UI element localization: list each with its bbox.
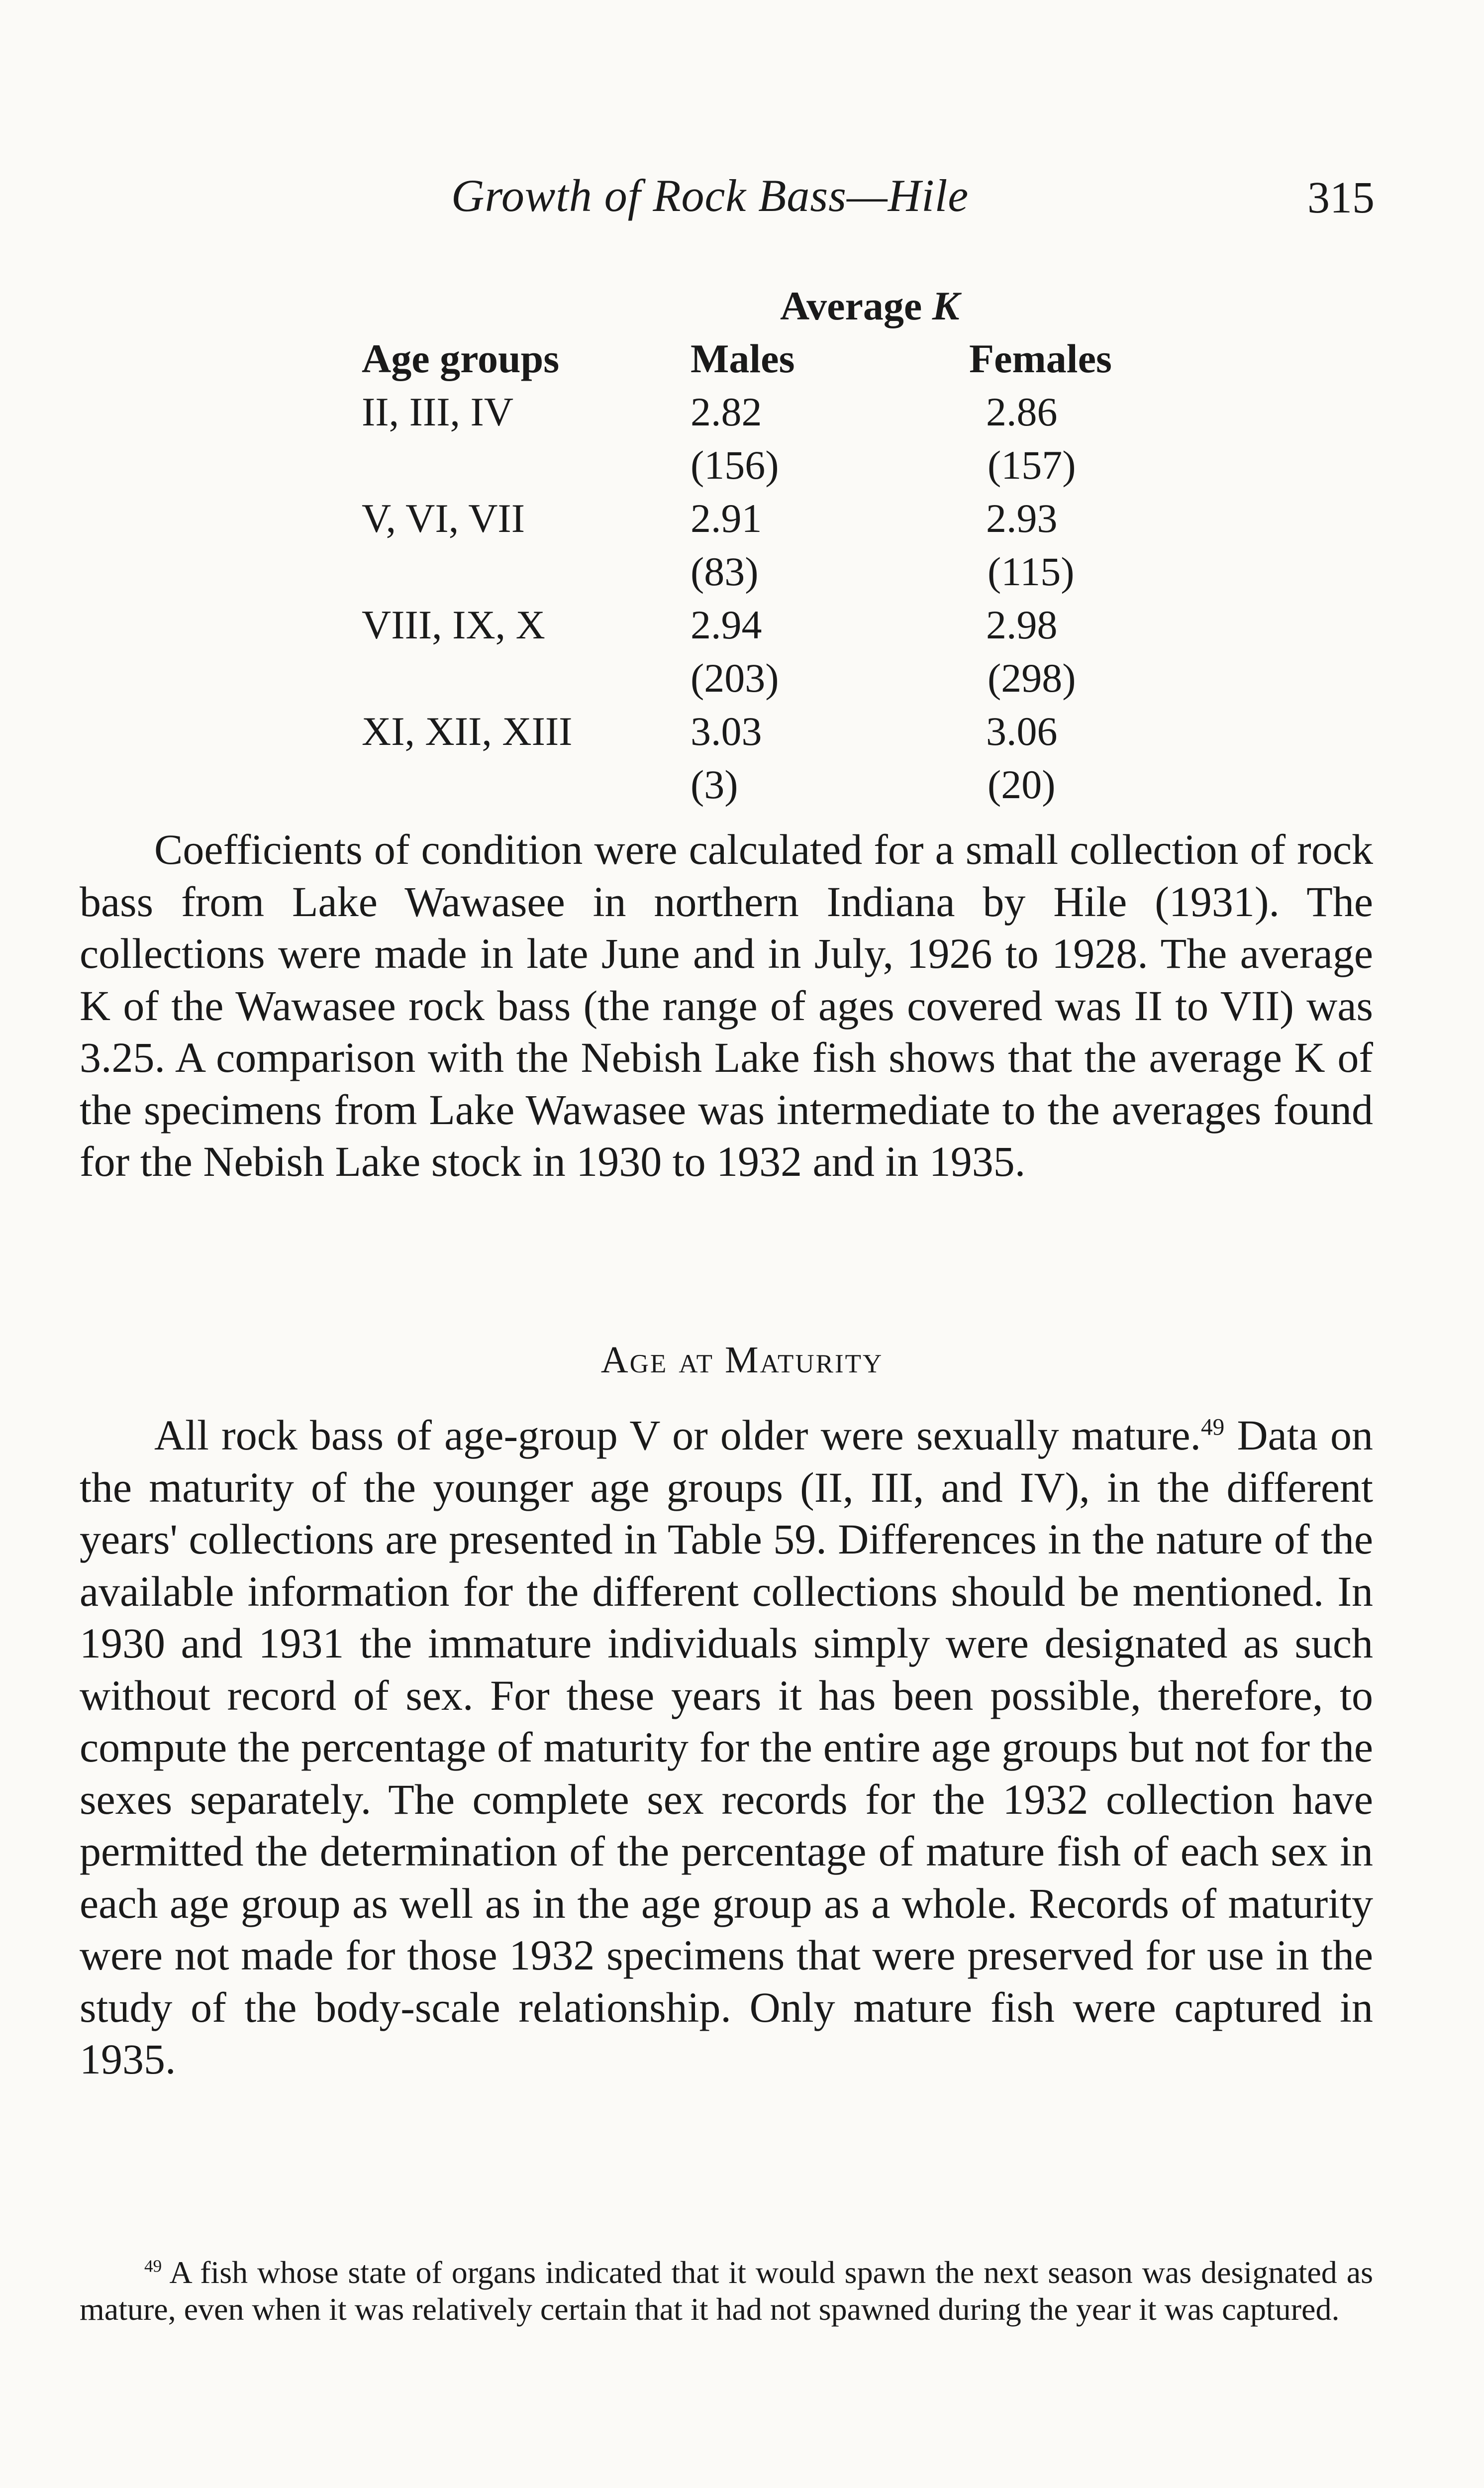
males-count-cell: (3) <box>691 762 738 807</box>
spanner-variable: K <box>932 283 960 328</box>
males-count-cell: (83) <box>691 549 759 594</box>
age-group-cell: II, III, IV <box>362 389 514 434</box>
females-count-cell: (115) <box>988 549 1075 594</box>
females-count-cell: (20) <box>988 762 1056 807</box>
males-count-cell: (156) <box>691 442 779 488</box>
paragraph-maturity-part1: All rock bass of age-group V or older were sexually mature. <box>154 1411 1201 1459</box>
page-number: 315 <box>1307 173 1375 222</box>
females-cell: 3.06 <box>986 709 1058 754</box>
males-cell: 2.82 <box>691 389 762 434</box>
page-header <box>0 169 1484 224</box>
table-row <box>0 708 1484 763</box>
footnote-marker: 49 <box>144 2256 162 2276</box>
table-spanner-heading <box>780 283 960 329</box>
females-cell: 2.93 <box>986 496 1058 541</box>
age-group-cell: VIII, IX, X <box>362 602 545 647</box>
paragraph-condition-coefficients: Coefficients of condition were calculated for a small collection of rock bass from Lake Wawasee in northern Indiana by Hile (1931). The collections were made in late June and in July, 1926 to 1928. The average K of the Wawasee rock bass (the range of ages covered was II to VII) was 3.25. A comparison with the Nebish Lake fish shows that the average K of the specimens from Lake Wawasee was intermediate to the averages found for the Nebish Lake stock in 1930 to 1932 and in 1935. <box>80 826 1373 1185</box>
females-cell: 2.86 <box>986 389 1058 434</box>
table-row <box>0 655 1484 710</box>
females-cell: 2.98 <box>986 602 1058 647</box>
age-group-cell: XI, XII, XIII <box>362 709 573 754</box>
column-header-females: Females <box>969 336 1112 381</box>
table-row <box>0 761 1484 816</box>
table-row <box>0 389 1484 443</box>
paragraph-maturity-part2: Data on the maturity of the younger age groups (II, III, and IV), in the different years' collections are presented in Table 59. Differences in the nature of the available information for the different collections should be mentioned. In 1930 and 1931 the immature individuals simply were designated as such without record of sex. For these years it has been possible, therefore, to compute the percentage of maturity for the entire age groups but not for the sexes separately. The complete sex records for the 1932 collection have permitted the determination of the percentage of mature fish of each sex in each age group as well as in the age group as a whole. Records of maturity were not made for those 1932 specimens that were preserved for use in the study of the body-scale relationship. Only mature fish were captured in 1935. <box>80 1411 1374 2083</box>
footnote-reference: 49 <box>1201 1414 1225 1441</box>
section-heading: Age at Maturity <box>600 1339 884 1381</box>
running-title: Growth of Rock Bass—Hile <box>451 170 969 221</box>
footnote-text: A fish whose state of organs indicated that it would spawn the next season was designated as mature, even when it was relatively certain that it had not spawned during the year it was captured. <box>80 2255 1373 2327</box>
paragraph-maturity <box>80 1409 1373 2085</box>
females-count-cell: (298) <box>988 655 1076 701</box>
age-group-cell: V, VI, VII <box>362 496 525 541</box>
spanner-prefix: Average <box>780 283 922 328</box>
males-cell: 2.94 <box>691 602 762 647</box>
table-row <box>0 602 1484 656</box>
table-row <box>0 442 1484 497</box>
females-count-cell: (157) <box>988 442 1076 488</box>
males-cell: 2.91 <box>691 496 762 541</box>
table-row <box>0 548 1484 603</box>
males-cell: 3.03 <box>691 709 762 754</box>
males-count-cell: (203) <box>691 655 779 701</box>
footnote <box>80 2254 1373 2328</box>
column-header-males: Males <box>691 336 795 381</box>
column-header-age: Age groups <box>362 336 560 381</box>
table-row <box>0 495 1484 550</box>
